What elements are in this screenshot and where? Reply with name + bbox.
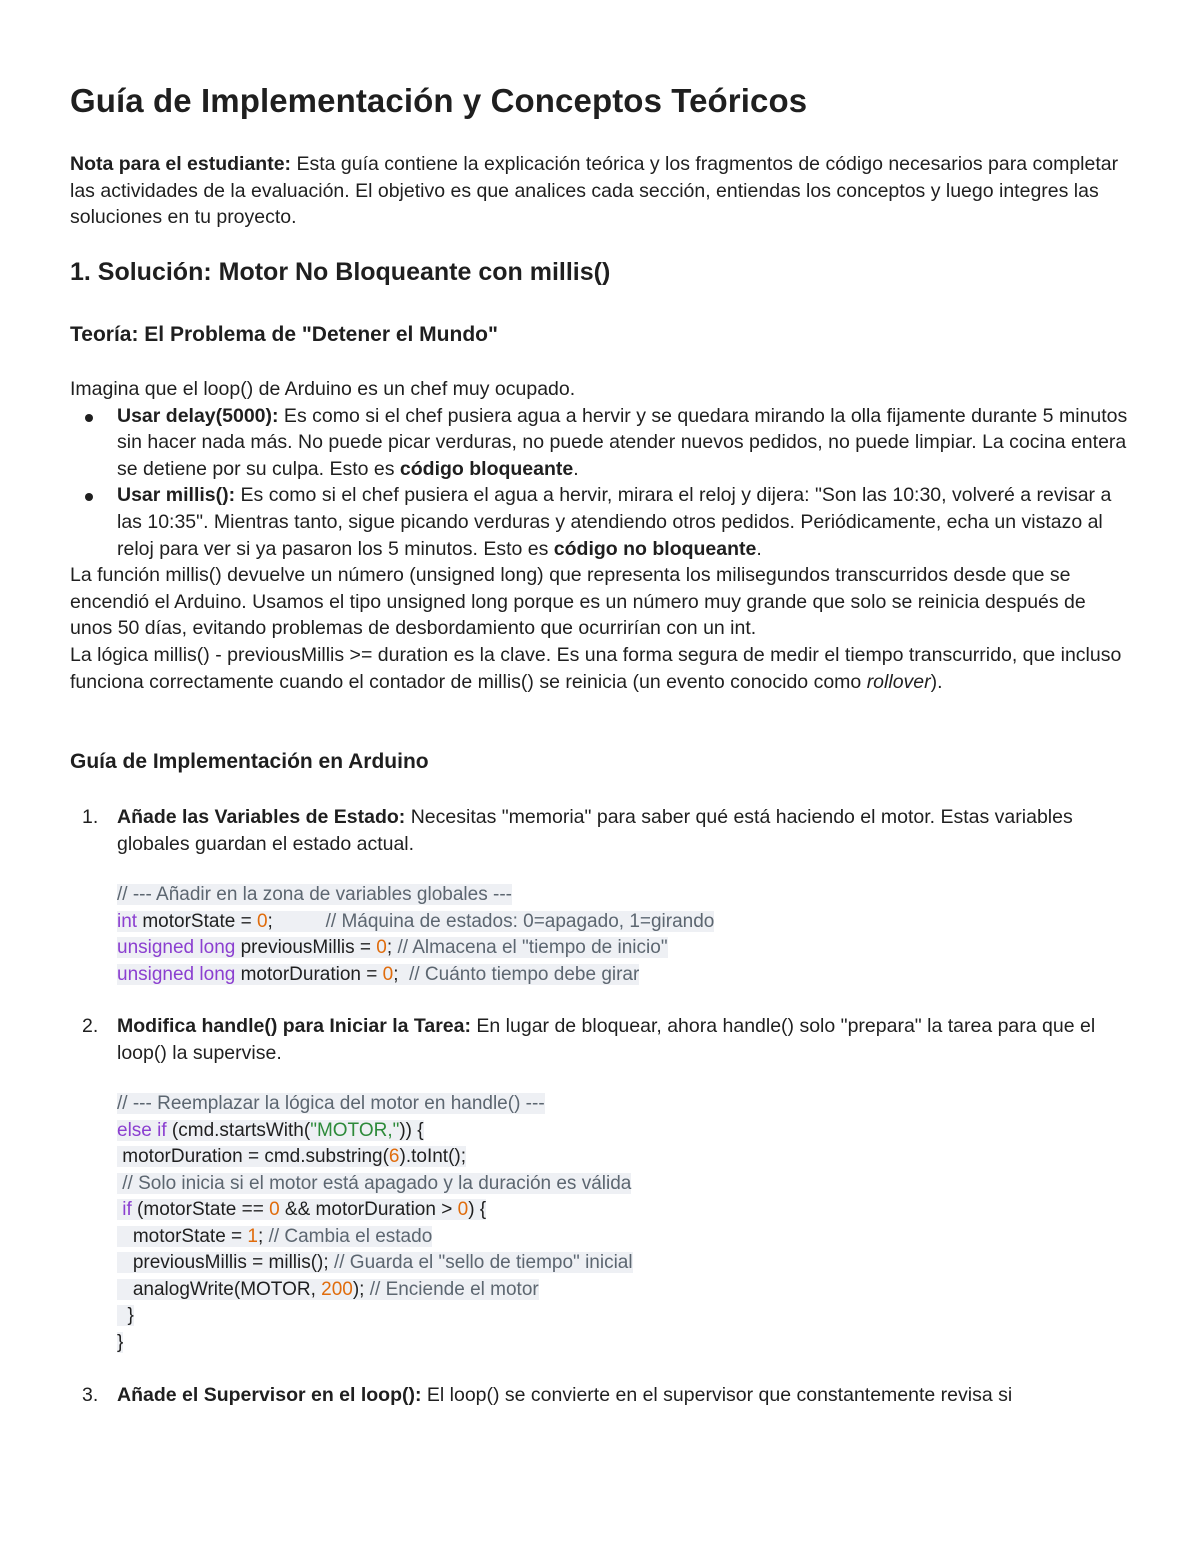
code-line: else if (cmd.startsWith("MOTOR,")) { — [117, 1119, 424, 1141]
step-text — [117, 1013, 1132, 1066]
step-description: El loop() se convierte en el supervisor que constantemente revisa si — [421, 1384, 1013, 1406]
rollover-paragraph — [70, 642, 1132, 695]
code-line: } — [117, 1331, 124, 1353]
code-line: // Solo inicia si el motor está apagado y la duración es válida — [117, 1172, 632, 1194]
step-item-2 — [70, 1013, 1132, 1066]
bullet-item-millis — [70, 482, 1132, 562]
step-label: Modifica handle() para Iniciar la Tarea: — [117, 1015, 471, 1037]
code-block-handle — [117, 1091, 633, 1356]
code-line: int motorState = 0; // Máquina de estados: 0=apagado, 1=girando — [117, 910, 715, 932]
code-line: // --- Añadir en la zona de variables globales --- — [117, 884, 512, 905]
theory-heading: Teoría: El Problema de "Detener el Mundo" — [70, 323, 498, 346]
theory-intro: Imagina que el loop() de Arduino es un chef muy ocupado. — [70, 378, 576, 400]
bullet-end: . — [573, 457, 579, 480]
step-item-3 — [70, 1382, 1132, 1409]
note-text: Esta guía contiene la explicación teórica y los fragmentos de código necesarios para completar las actividades de la evaluación. El objetivo es que analices cada sección, entiendas los conceptos y luego integres las soluciones en tu proyecto. — [70, 153, 1119, 229]
step-item-1 — [70, 804, 1132, 857]
rollover-end: ). — [930, 670, 943, 693]
bullet-text: Es como si el chef pusiera el agua a hervir, mirara el reloj y dijera: "Son las 10:30, volveré a revisar a las 10:35". Mientras tanto, sigue picando verduras y atendiendo otros pedidos. Periódicamente, echa un vistazo al reloj para ver si ya pasaron los 5 minutos. Esto es — [117, 484, 1112, 560]
student-note — [70, 151, 1132, 231]
theory-body — [70, 376, 1132, 695]
section-heading: 1. Solución: Motor No Bloqueante con millis() — [70, 258, 611, 286]
bullet-emphasis: código no bloqueante — [553, 537, 757, 560]
code-line: motorDuration = cmd.substring(6).toInt(); — [117, 1146, 467, 1167]
bullet-label: Usar millis(): — [117, 484, 236, 507]
theory-bullet-list — [70, 403, 1132, 563]
code-line: previousMillis = millis(); // Guarda el "sello de tiempo" inicial — [117, 1252, 633, 1273]
bullet-text: Es como si el chef pusiera agua a hervir y se quedara mirando la olla fijamente durante 5 minutos sin hacer nada más. No puede picar verduras, no puede atender nuevos pedidos, no puede limpiar. La cocina entera se detiene por su culpa. Esto es — [117, 404, 1128, 480]
code-line: unsigned long motorDuration = 0; // Cuánto tiempo debe girar — [117, 963, 640, 985]
bullet-end: . — [756, 537, 762, 560]
code-line: unsigned long previousMillis = 0; // Almacena el "tiempo de inicio" — [117, 937, 668, 958]
code-line: motorState = 1; // Cambia el estado — [117, 1225, 433, 1247]
rollover-text: La lógica millis() - previousMillis >= duration es la clave. Es una forma segura de medir el tiempo transcurrido, que incluso funciona correctamente cuando el contador de millis() se reinicia (un evento conocido como — [70, 643, 1122, 693]
millis-paragraph: La función millis() devuelve un número (unsigned long) que representa los milisegundos transcurridos desde que se encendió el Arduino. Usamos el tipo unsigned long porque es un número muy grande que solo se reinicia después de unos 50 días, evitando problemas de desbordamiento que ocurrirían con un int. — [70, 564, 1086, 640]
step-description: En lugar de bloquear, ahora handle() solo "prepara" la tarea para que el loop() la supervise. — [117, 1015, 1096, 1064]
step-number: 1. — [82, 806, 99, 828]
code-line: // --- Reemplazar la lógica del motor en handle() --- — [117, 1093, 545, 1114]
page-title: Guía de Implementación y Conceptos Teóricos — [70, 82, 808, 119]
implementation-heading: Guía de Implementación en Arduino — [70, 750, 429, 773]
note-label: Nota para el estudiante: — [70, 153, 292, 175]
bullet-item-delay — [70, 403, 1132, 483]
code-line: analogWrite(MOTOR, 200); // Enciende el motor — [117, 1278, 539, 1300]
code-line: if (motorState == 0 && motorDuration > 0) { — [117, 1197, 633, 1224]
step-number: 2. — [82, 1015, 99, 1037]
bullet-icon — [85, 493, 93, 501]
code-line: } — [117, 1305, 134, 1326]
step-description: Necesitas "memoria" para saber qué está haciendo el motor. Estas variables globales guardan el estado actual. — [117, 806, 1073, 855]
rollover-term: rollover — [866, 670, 931, 693]
step-text — [117, 1382, 1132, 1409]
bullet-label: Usar delay(5000): — [117, 404, 279, 427]
bullet-emphasis: código bloqueante — [399, 457, 574, 480]
step-label: Añade las Variables de Estado: — [117, 806, 406, 828]
bullet-icon — [85, 414, 93, 422]
step-text — [117, 804, 1132, 857]
step-number: 3. — [82, 1384, 99, 1406]
step-label: Añade el Supervisor en el loop(): — [117, 1384, 422, 1406]
code-block-globals — [117, 882, 714, 988]
